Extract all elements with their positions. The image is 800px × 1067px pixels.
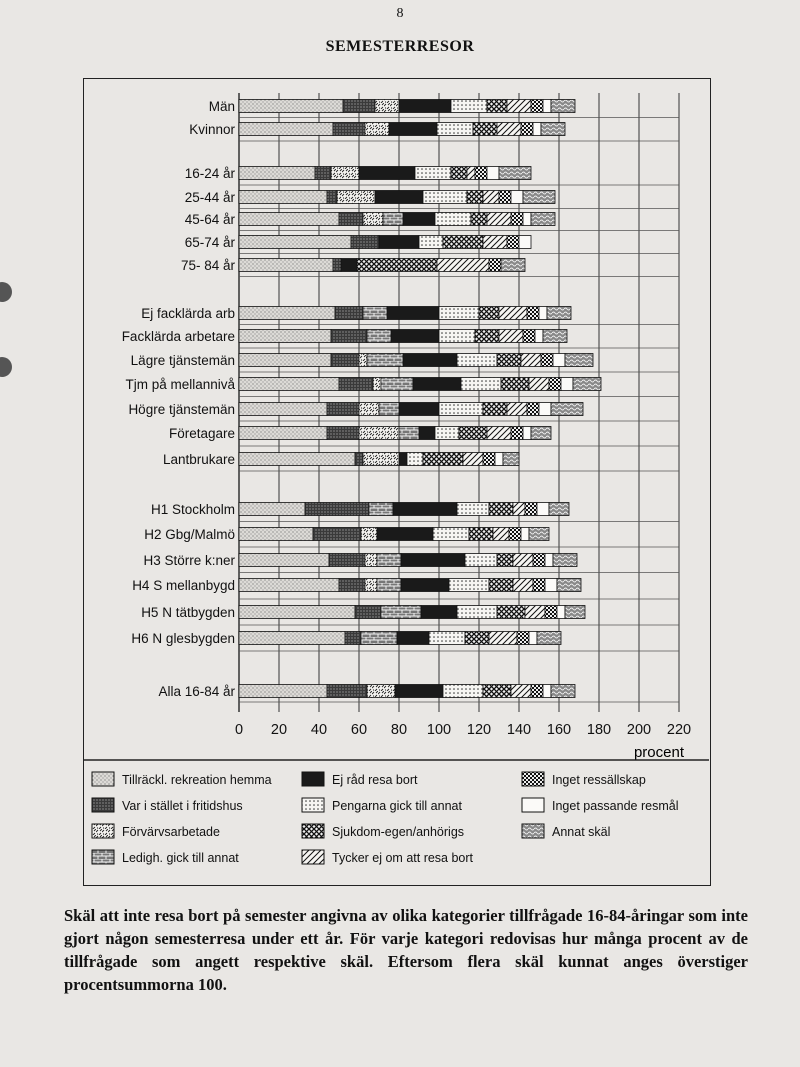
bar-segment-blank [529,632,537,645]
bar-segment-solid [399,100,451,113]
bar-segment-diagonal [467,167,475,180]
bar-segment-light-stipple [239,354,331,367]
bar-segment-light-stipple [239,503,305,516]
bar-segment-brick [377,579,401,592]
legend-swatch-dark-stipple [92,798,114,812]
bar-segment-checker [527,403,539,416]
bar-segment-dots [449,579,489,592]
bar-segment-wavy [565,606,585,619]
bar-segment-checker [545,606,557,619]
bar-segment-wavy [541,123,565,136]
page-number: 8 [396,6,404,21]
bar-segment-dark-stipple [327,403,359,416]
bar-segment-blank [495,453,503,466]
legend-label: Ej råd resa bort [332,773,418,787]
bar-segment-dark-stipple [339,213,363,226]
bar-segment-brick [361,632,397,645]
bar-segment-speckle [373,378,381,391]
bar-segment-solid [413,378,461,391]
bar-segment-checker [509,528,521,541]
bar-segment-blank [553,354,565,367]
legend-label: Sjukdom-egen/anhörigs [332,825,465,839]
bar-segment-crosshatch [489,503,513,516]
bar-segment-dark-stipple [327,427,359,440]
category-label: H3 Större k:ner [143,553,235,568]
bar-segment-dark-stipple [313,528,361,541]
category-label: Lantbrukare [162,452,235,467]
bar-segment-wavy [523,191,555,204]
bar-segment-solid [389,123,437,136]
bar-segment-crosshatch [357,259,437,272]
bar-segment-dots [461,378,501,391]
category-label: Företagare [168,426,235,441]
category-label: 45-64 år [184,212,235,227]
chart-frame [83,78,711,886]
bar-segment-solid [399,403,439,416]
bar-segment-light-stipple [239,632,345,645]
bar-segment-wavy [549,503,569,516]
stacked-bar-chart [84,79,709,884]
bar-segment-blank [539,403,551,416]
bar-segment-dark-stipple [331,354,359,367]
bar-segment-diagonal [463,453,483,466]
figure-caption: Skäl att inte resa bort på semester angivna av olika kategorier tillfrågade 16-84-åringar som inte gjort någon semesterresa under ett år. För varje kategori redovisas hur många procent av de tillfrågade som angett respektive skäl. Eftersom flera skäl kunnat anges överstiger procentsummorna 100. [64,906,748,994]
bar-segment-crosshatch [483,403,507,416]
bar-segment-checker [511,427,523,440]
category-label: Män [208,99,235,114]
bar-segment-brick [367,354,403,367]
category-label: Alla 16-84 år [158,684,235,699]
bar-segment-diagonal [525,606,545,619]
bar-segment-dark-stipple [345,632,361,645]
category-label: Facklärda arbetare [121,329,235,344]
bar-segment-crosshatch [483,685,511,698]
legend-swatch-dots [302,798,324,812]
binder-hole [0,357,12,377]
x-tick-label: 220 [666,722,692,738]
legend-swatch-crosshatch [302,824,324,838]
x-tick-label: 120 [466,722,492,738]
bar-segment-solid [375,191,423,204]
category-label: H2 Gbg/Malmö [144,527,235,542]
bar-segment-dots [465,554,497,567]
bar-segment-speckle [365,554,377,567]
category-label: H6 N glesbygden [131,631,235,646]
bar-segment-light-stipple [239,167,315,180]
bar-segment-blank [511,191,523,204]
bar-segment-solid [401,554,465,567]
x-axis-label: procent [633,744,684,761]
bar-segment-blank [521,528,529,541]
bar-segment-light-stipple [239,307,335,320]
bar-segment-brick [399,427,419,440]
bar-segment-dots [423,191,467,204]
x-tick-label: 20 [270,722,288,738]
bar-segment-solid [393,503,457,516]
x-tick-label: 60 [350,722,368,738]
bar-segment-diagonal [497,123,521,136]
bar-segment-wavy [529,528,549,541]
bar-segment-dots [435,427,459,440]
bar-segment-speckle [365,123,389,136]
bar-segment-dark-stipple [327,191,337,204]
bar-segment-dark-stipple [339,378,373,391]
bar-segment-dots [435,213,471,226]
bar-segment-brick [381,378,413,391]
bar-segment-blank [523,213,531,226]
category-label: H1 Stockholm [150,502,235,517]
bar-segment-dark-stipple [315,167,331,180]
bar-segment-light-stipple [239,579,339,592]
category-label: Lägre tjänstemän [130,353,235,368]
bar-segment-diagonal [507,100,531,113]
bar-segment-solid [391,330,439,343]
bar-segment-checker [475,167,487,180]
bar-segment-dark-stipple [327,685,367,698]
legend-label: Tycker ej om att resa bort [332,851,474,865]
bar-segment-blank [487,167,499,180]
bar-segment-light-stipple [239,403,327,416]
x-axis-ticks [235,722,691,738]
legend-swatch-brick [92,850,114,864]
bar-segment-solid [341,259,357,272]
bar-segment-dots [433,528,469,541]
legend-label: Inget ressällskap [552,773,646,787]
bar-segment-crosshatch [467,191,483,204]
bar-segment-wavy [499,167,531,180]
bar-segment-diagonal [513,554,533,567]
legend-label: Var i stället i fritidshus [122,799,243,813]
legend-swatch-checker [522,772,544,786]
bar-segment-speckle [367,685,395,698]
bar-segment-diagonal [493,528,509,541]
bar-segment-dark-stipple [331,330,367,343]
bar-segment-speckle [361,528,377,541]
bar-segment-dots [437,123,473,136]
bar-segment-crosshatch [489,579,513,592]
bar-segment-wavy [551,685,575,698]
bar-segment-blank [557,606,565,619]
bar-segment-blank [537,503,549,516]
bar-segment-checker [483,453,495,466]
bar-segment-solid [401,579,449,592]
bar-segment-blank [543,685,551,698]
bar-segment-blank [545,579,557,592]
bar-segment-speckle [375,100,399,113]
bar-segment-brick [383,213,403,226]
bar-segment-checker [527,307,539,320]
bar-segment-crosshatch [443,236,483,249]
bar-segment-crosshatch [479,307,499,320]
bar-segment-crosshatch [469,528,493,541]
bar-segment-wavy [573,378,601,391]
bar-segment-blank [545,554,553,567]
bar-segment-wavy [501,259,525,272]
bar-segment-crosshatch [497,606,525,619]
bar-segment-diagonal [513,503,525,516]
bar-segment-wavy [531,427,551,440]
legend-label: Tillräckl. rekreation hemma [122,773,272,787]
bar-segment-dark-stipple [305,503,369,516]
legend-swatch-blank [522,798,544,812]
bar-segment-crosshatch [459,427,487,440]
bar-segment-crosshatch [497,554,513,567]
bar-segment-checker [549,378,561,391]
bar-segment-light-stipple [239,378,339,391]
bar-segment-brick [367,330,391,343]
bar-segment-dots [439,330,475,343]
bar-segment-checker [517,632,529,645]
bar-segment-diagonal [483,236,507,249]
bar-segment-diagonal [507,403,527,416]
bar-segment-brick [363,307,387,320]
bar-segment-checker [523,330,535,343]
category-label: 25-44 år [184,190,235,205]
bar-segment-dark-stipple [355,453,363,466]
bar-segment-crosshatch [487,100,507,113]
bar-segment-light-stipple [239,453,355,466]
bar-segment-diagonal [487,213,511,226]
bar-segment-blank [535,330,543,343]
bar-segment-light-stipple [239,528,313,541]
category-label: Ej facklärda arb [141,306,235,321]
bar-segment-speckle [359,403,379,416]
bar-segment-dots [429,632,465,645]
bar-segment-wavy [543,330,567,343]
bar-segment-light-stipple [239,554,329,567]
bar-segment-speckle [365,579,377,592]
bar-segment-dots [457,503,489,516]
bar-segment-wavy [565,354,593,367]
category-label: H5 N tätbygden [141,605,235,620]
bar-segment-dark-stipple [335,307,363,320]
x-tick-label: 40 [310,722,328,738]
bar-segment-dots [457,606,497,619]
legend-swatch-speckle [92,824,114,838]
bar-segment-solid [399,453,407,466]
bar-segment-wavy [537,632,561,645]
bar-segment-speckle [337,191,375,204]
bar-segment-speckle [363,453,399,466]
bar-segment-solid [387,307,439,320]
bar-segment-diagonal [499,307,527,320]
bar-segment-light-stipple [239,685,327,698]
bar-segment-crosshatch [501,378,529,391]
bar-segment-crosshatch [475,330,499,343]
bar-segment-light-stipple [239,427,327,440]
bar-segment-dots [439,403,483,416]
bar-segment-checker [531,100,543,113]
bar-segment-speckle [359,354,367,367]
bar-segment-brick [381,606,421,619]
bar-segment-solid [377,528,433,541]
bar-segment-blank [519,236,531,249]
bar-segment-dark-stipple [339,579,365,592]
bar-segment-checker [533,554,545,567]
legend-label: Pengarna gick till annat [332,799,462,813]
bar-segment-crosshatch [497,354,521,367]
bar-segment-light-stipple [239,100,343,113]
bar-segment-wavy [503,453,519,466]
bar-segment-dark-stipple [351,236,379,249]
category-label: Kvinnor [189,122,235,137]
bar-segment-solid [397,632,429,645]
bar-segment-light-stipple [239,236,351,249]
bar-segment-dots [419,236,443,249]
bar-segment-dots [439,307,479,320]
bar-segment-dark-stipple [333,123,365,136]
bar-segment-solid [359,167,415,180]
bar-segment-solid [395,685,443,698]
bar-segment-diagonal [489,632,517,645]
category-label: 75- 84 år [180,258,235,273]
bar-segment-dark-stipple [333,259,341,272]
bar-segment-diagonal [511,685,531,698]
bar-segment-speckle [331,167,359,180]
bar-segment-diagonal [521,354,541,367]
x-tick-label: 0 [234,722,244,738]
legend-label: Förvärvsarbetade [122,825,220,839]
bar-segment-crosshatch [465,632,489,645]
bar-segment-crosshatch [471,213,487,226]
x-tick-label: 180 [586,722,612,738]
bar-segment-diagonal [437,259,489,272]
bar-segment-light-stipple [239,330,331,343]
bar-segment-checker [511,213,523,226]
bar-segment-crosshatch [423,453,463,466]
bar-segment-checker [521,123,533,136]
bar-segment-wavy [547,307,571,320]
x-tick-label: 160 [546,722,572,738]
legend-swatch-solid [302,772,324,786]
bar-segment-dots [457,354,497,367]
legend [92,772,678,865]
category-label: 16-24 år [184,166,235,181]
category-label: Tjm på mellannivå [125,377,235,392]
bar-segment-light-stipple [239,259,333,272]
bar-segment-wavy [553,554,577,567]
x-tick-label: 80 [390,722,408,738]
bar-segment-brick [377,554,401,567]
bar-segment-light-stipple [239,191,327,204]
category-label: 65-74 år [184,235,235,250]
bar-segment-blank [523,427,531,440]
bar-segment-diagonal [499,330,523,343]
legend-swatch-wavy [522,824,544,838]
bar-segment-wavy [551,403,583,416]
bar-segment-diagonal [483,191,499,204]
bar-segment-checker [531,685,543,698]
bar-segment-dots [451,100,487,113]
bar-segment-solid [403,354,457,367]
bar-segment-checker [499,191,511,204]
legend-label: Annat skäl [552,825,611,839]
bar-segment-brick [379,403,399,416]
bar-segment-blank [561,378,573,391]
legend-label: Ledigh. gick till annat [122,851,239,865]
legend-swatch-light-stipple [92,772,114,786]
x-tick-label: 140 [506,722,532,738]
category-label: Högre tjänstemän [128,402,235,417]
page-title: SEMESTERRESOR [325,38,475,55]
bar-segment-crosshatch [451,167,467,180]
binder-hole [0,282,12,302]
bar-segment-dots [407,453,423,466]
bar-segment-checker [541,354,553,367]
x-tick-label: 100 [426,722,452,738]
bar-segment-dark-stipple [329,554,365,567]
bar-segment-crosshatch [473,123,497,136]
bar-segment-solid [421,606,457,619]
bar-segment-speckle [359,427,399,440]
bar-segment-brick [369,503,393,516]
bar-segment-solid [419,427,435,440]
bar-segment-dots [443,685,483,698]
bar-segment-diagonal [513,579,533,592]
bar-segment-diagonal [487,427,511,440]
bar-segment-speckle [363,213,383,226]
bar-segment-dark-stipple [343,100,375,113]
bar-segment-blank [543,100,551,113]
bar-segment-checker [525,503,537,516]
bar-segment-light-stipple [239,606,355,619]
bar-segment-wavy [551,100,575,113]
bar-segment-checker [507,236,519,249]
bar-segment-solid [403,213,435,226]
bar-segment-dark-stipple [355,606,381,619]
bar-segment-blank [533,123,541,136]
category-label: H4 S mellanbygd [132,578,235,593]
bar-segment-checker [489,259,501,272]
x-tick-label: 200 [626,722,652,738]
bar-segment-solid [379,236,419,249]
bar-segment-diagonal [529,378,549,391]
bar-segment-dots [415,167,451,180]
bar-segment-wavy [531,213,555,226]
bar-segment-light-stipple [239,123,333,136]
bar-segment-light-stipple [239,213,339,226]
bar-segment-checker [533,579,545,592]
category-labels [122,99,236,699]
bar-segment-blank [539,307,547,320]
bars-layer [239,100,601,698]
bar-segment-wavy [557,579,581,592]
legend-swatch-diagonal [302,850,324,864]
legend-label: Inget passande resmål [552,799,679,813]
